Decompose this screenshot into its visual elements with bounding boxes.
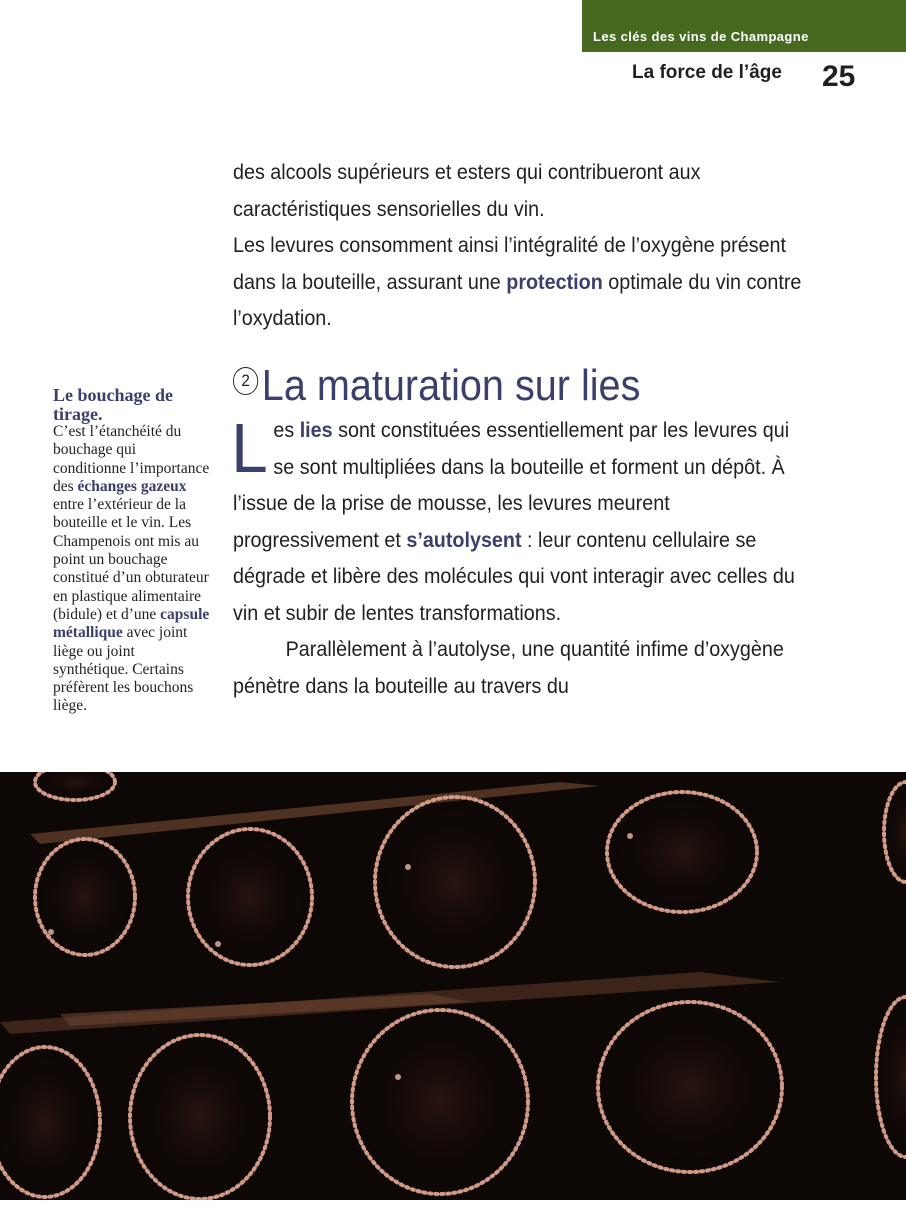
section-heading	[233, 360, 640, 412]
intro-text	[233, 155, 816, 338]
bottle-racks-illustration	[0, 772, 906, 1200]
section-text-run: es	[273, 419, 300, 442]
header-band	[582, 0, 906, 52]
sidebar-text	[53, 423, 213, 716]
section-number-badge: 2	[233, 367, 258, 395]
bottle-bottom	[607, 792, 757, 912]
bottle-bottom	[352, 1010, 528, 1194]
glass-reflection	[395, 1074, 401, 1080]
intro-text-run: optimale du vin contre l’oxydation.	[233, 270, 802, 330]
highlight-capsule-metallique: capsule métallique	[53, 605, 210, 642]
glass-reflection	[627, 833, 633, 839]
chapter-title: La force de l’âge	[632, 62, 782, 83]
intro-line: des alcools supérieurs et esters qui contribueront aux	[233, 161, 701, 184]
sidebar-note	[53, 386, 213, 716]
sidebar-text-run: avec joint liège ou joint synthétique. Certains préfèrent les bouchons liège.	[53, 624, 194, 715]
section-text-run: : leur contenu cellulaire se dégrade et libère des molécules qui vont interagir avec celles du vin et subir de lentes transformations.	[233, 528, 795, 625]
sidebar-text-run: entre l’extérieur de la bouteille et le vin. Les Champenois ont mis au point un bouchage constitué d’un obturateur en plastique alimentaire (bidule) et d’une	[53, 496, 209, 623]
intro-paragraph	[233, 228, 816, 338]
bottle-bottom	[188, 829, 312, 965]
highlight-lies: lies	[299, 419, 333, 442]
section-paragraph-2: Parallèlement à l’autolyse, une quantité infime d’oxygène pénètre dans la bouteille au travers du	[233, 638, 784, 698]
highlight-protection: protection	[506, 270, 603, 294]
glass-reflection	[215, 941, 221, 947]
section-body	[231, 409, 797, 705]
section-heading-text: La maturation sur lies	[261, 361, 641, 410]
highlight-echanges-gazeux: échanges gazeux	[77, 477, 187, 495]
bottle-bottom	[598, 1002, 782, 1172]
section-text-run: sont constituées essentiellement par les levures qui se sont multipliées dans la bouteille et forment un dépôt. À l’issue de la prise de mousse, les levures meurent progressivement et	[233, 419, 790, 552]
drop-cap: L	[231, 409, 268, 487]
glass-reflection	[405, 864, 411, 870]
bottle-bottom	[0, 1047, 100, 1197]
series-title: Les clés des vins de Champagne	[593, 29, 809, 44]
cellar-bottles-photo	[0, 772, 906, 1200]
section-paragraph-1	[231, 409, 797, 632]
page-number: 25	[822, 60, 856, 93]
highlight-autolysent: s’autolysent	[406, 528, 522, 552]
sidebar-text-run: C’est l’étanchéité du bouchage qui conditionne l’importance des	[53, 423, 210, 495]
bottle-bottom	[35, 839, 135, 955]
bottle-bottom	[35, 772, 115, 800]
bottle-bottom	[130, 1035, 270, 1199]
sidebar-title: Le bouchage de tirage.	[53, 385, 174, 424]
glass-reflection	[48, 929, 54, 935]
bottle-bottom	[375, 797, 535, 967]
intro-line: caractéristiques sensorielles du vin.	[233, 197, 545, 221]
intro-text-run: Les levures consomment ainsi l’intégralité de l’oxygène présent dans la bouteille, assurant une	[233, 234, 787, 294]
